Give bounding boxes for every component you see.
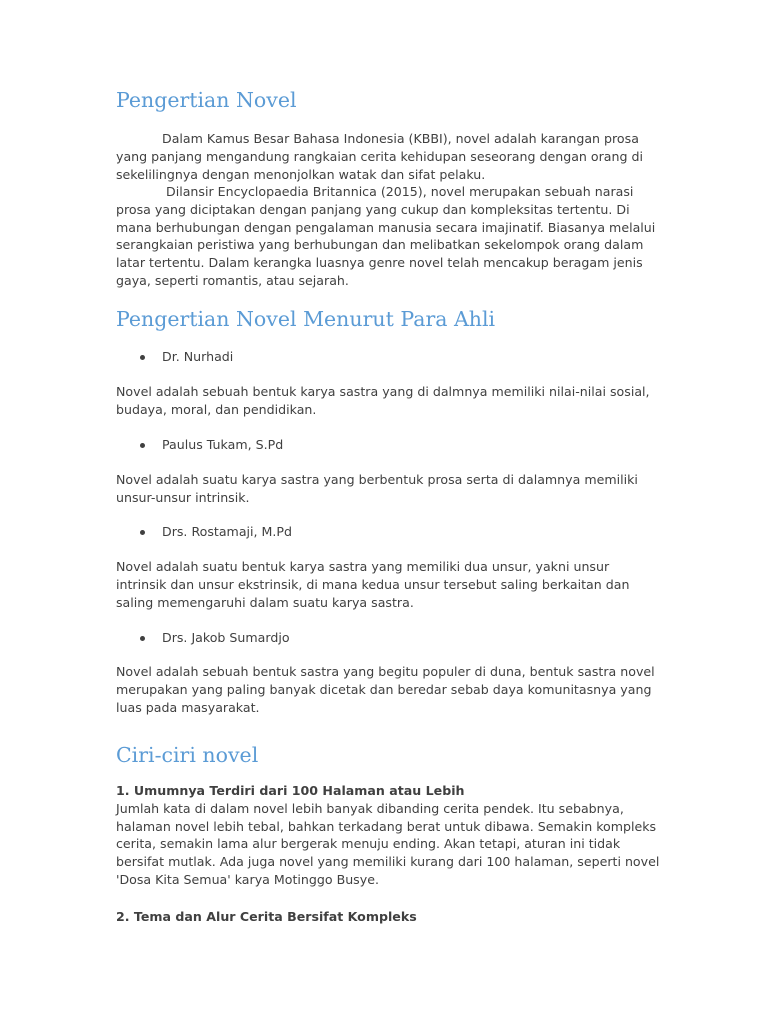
ciri-item-heading: 1. Umumnya Terdiri dari 100 Halaman atau Lebih bbox=[116, 783, 465, 798]
expert-definition bbox=[116, 558, 656, 611]
bullet-dot-icon bbox=[140, 530, 145, 535]
paragraph-line: bersifat mutlak. Ada juga novel yang memiliki kurang dari 100 halaman, seperti novel bbox=[116, 854, 660, 870]
paragraph-britannica-definition bbox=[116, 183, 656, 290]
paragraph-line: intrinsik dan unsur ekstrinsik, di mana kedua unsur tersebut saling berkaitan dan bbox=[116, 576, 630, 592]
paragraph-line: luas pada masyarakat. bbox=[116, 699, 260, 715]
paragraph-line: Novel adalah sebuah bentuk karya sastra yang di dalmnya memiliki nilai-nilai sosial, bbox=[116, 384, 650, 399]
ciri-item-1 bbox=[116, 782, 660, 889]
ciri-item-2 bbox=[116, 908, 656, 926]
paragraph-line: yang panjang mengandung rangkaian cerita kehidupan seseorang dengan orang di bbox=[116, 148, 643, 164]
paragraph-line: Novel adalah suatu bentuk karya sastra yang memiliki dua unsur, yakni unsur bbox=[116, 559, 610, 574]
bullet-dot-icon bbox=[140, 443, 145, 448]
paragraph-line: gaya, seperti romantis, atau sejarah. bbox=[116, 272, 349, 288]
paragraph-line: 'Dosa Kita Semua' karya Motinggo Busye. bbox=[116, 871, 379, 887]
paragraph-line: merupakan yang paling banyak dicetak dan beredar sebab daya komunitasnya yang bbox=[116, 681, 652, 697]
ciri-item-heading: 2. Tema dan Alur Cerita Bersifat Kompleks bbox=[116, 909, 417, 924]
bullet-dot-icon bbox=[140, 355, 145, 360]
expert-name: Drs. Jakob Sumardjo bbox=[162, 630, 290, 645]
paragraph-line: prosa yang diciptakan dengan panjang yang cukup dan kompleksitas tertentu. Di bbox=[116, 201, 630, 217]
expert-definition bbox=[116, 471, 656, 507]
paragraph-line: Novel adalah suatu karya sastra yang berbentuk prosa serta di dalamnya memiliki bbox=[116, 472, 638, 487]
expert-bullet bbox=[116, 629, 656, 647]
paragraph-line: Jumlah kata di dalam novel lebih banyak dibanding cerita pendek. Itu sebabnya, bbox=[116, 800, 624, 816]
paragraph-line: budaya, moral, dan pendidikan. bbox=[116, 401, 317, 417]
paragraph-line: Dalam Kamus Besar Bahasa Indonesia (KBBI), novel adalah karangan prosa bbox=[162, 131, 639, 146]
expert-bullet bbox=[116, 436, 656, 454]
expert-name: Dr. Nurhadi bbox=[162, 349, 234, 364]
paragraph-line: Novel adalah sebuah bentuk sastra yang begitu populer di duna, bentuk sastra novel bbox=[116, 664, 655, 679]
paragraph-line: serangkaian peristiwa yang berhubungan dan melibatkan sekelompok orang dalam bbox=[116, 237, 644, 253]
paragraph-line: unsur-unsur intrinsik. bbox=[116, 489, 250, 505]
paragraph-kbbi-definition bbox=[116, 130, 656, 183]
expert-bullet bbox=[116, 348, 656, 366]
section-title-pengertian-novel: Pengertian Novel bbox=[116, 88, 297, 112]
expert-definition bbox=[116, 663, 656, 716]
bullet-dot-icon bbox=[140, 636, 145, 641]
paragraph-line: cerita, semakin lama alur bergerak menuju ending. Akan tetapi, aturan ini tidak bbox=[116, 836, 621, 852]
section-title-ciri-ciri-novel: Ciri-ciri novel bbox=[116, 743, 259, 767]
expert-bullet bbox=[116, 523, 656, 541]
paragraph-line: sekelilingnya dengan menonjolkan watak dan sifat pelaku. bbox=[116, 166, 486, 182]
section-title-menurut-para-ahli: Pengertian Novel Menurut Para Ahli bbox=[116, 307, 496, 331]
paragraph-line: latar tertentu. Dalam kerangka luasnya genre novel telah mencakup beragam jenis bbox=[116, 255, 643, 271]
paragraph-line: mana berhubungan dengan pengalaman manusia secara imajinatif. Biasanya melalui bbox=[116, 219, 656, 235]
paragraph-line: Dilansir Encyclopaedia Britannica (2015), novel merupakan sebuah narasi bbox=[166, 184, 634, 199]
expert-name: Paulus Tukam, S.Pd bbox=[162, 437, 284, 452]
paragraph-line: saling memengaruhi dalam suatu karya sastra. bbox=[116, 594, 414, 610]
expert-definition bbox=[116, 383, 656, 419]
expert-name: Drs. Rostamaji, M.Pd bbox=[162, 524, 292, 539]
paragraph-line: halaman novel lebih tebal, bahkan terkadang berat untuk dibawa. Semakin kompleks bbox=[116, 818, 657, 834]
